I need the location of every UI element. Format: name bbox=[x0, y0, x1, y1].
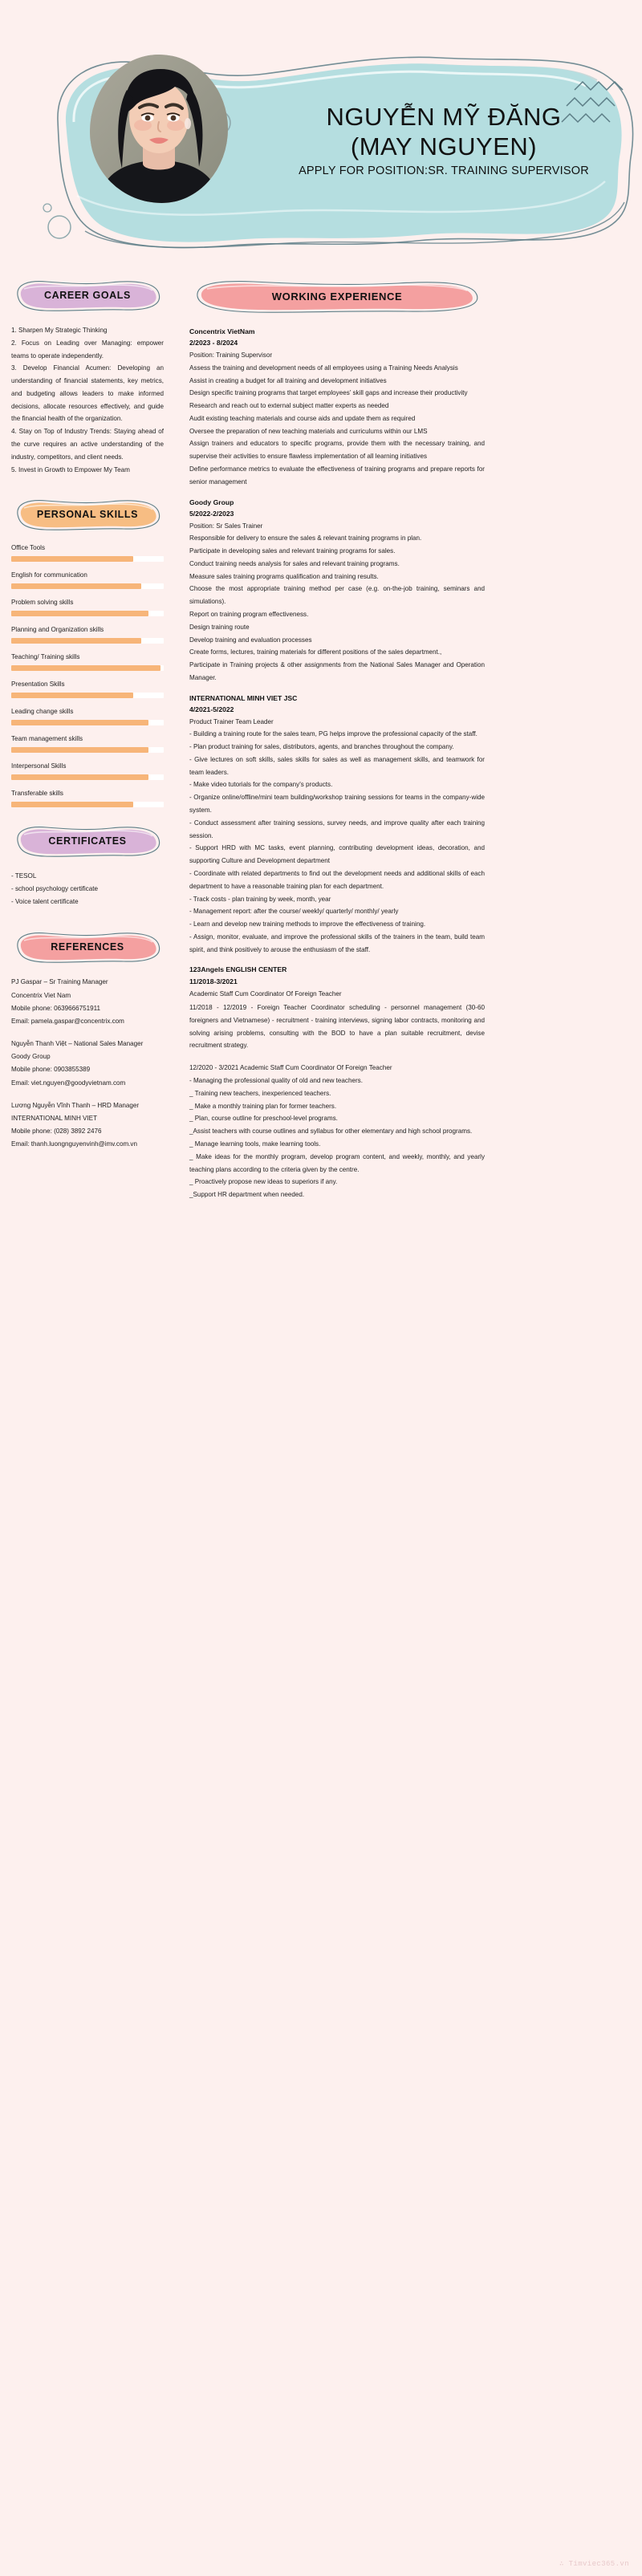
career-goal-item: 2. Focus on Leading over Managing: empower teams to operate independently. bbox=[11, 339, 164, 360]
career-goal-item: 1. Sharpen My Strategic Thinking bbox=[11, 327, 108, 334]
job-bullet: - Track costs - plan training by week, month, year bbox=[189, 895, 331, 903]
banner-career-goals bbox=[11, 278, 164, 313]
skill-label: Team management skills bbox=[11, 734, 83, 742]
banner-personal-skills bbox=[11, 497, 164, 532]
banner-working-experience bbox=[189, 278, 485, 315]
job-bullet: - Management report: after the course/ weekly/ quarterly/ monthly/ yearly bbox=[189, 908, 399, 916]
skill-row bbox=[11, 625, 164, 644]
job-bullet: _ Make a monthly training plan for former teachers. bbox=[189, 1102, 337, 1110]
banner-label: WORKING EXPERIENCE bbox=[271, 290, 403, 303]
job-position: Position: Training Supervisor bbox=[189, 351, 273, 360]
skill-row bbox=[11, 680, 164, 698]
header-text-block bbox=[255, 103, 632, 177]
skill-bar-fill bbox=[11, 611, 148, 616]
job-bullet: Create forms, lectures, training materials for different positions of the sales department., bbox=[189, 648, 442, 656]
candidate-name-line-1: NGUYỄN MỸ ĐĂNG bbox=[326, 103, 562, 131]
job-bullet: Define performance metrics to evaluate the effectiveness of training programs and prepare reports for senior management bbox=[189, 465, 485, 486]
job-bullet: Audit existing teaching materials and course aids and update them as required bbox=[189, 414, 416, 422]
job-bullet: Assist in creating a budget for all training and development initiatives bbox=[189, 376, 387, 384]
reference-name: Lương Nguyễn Vĩnh Thanh – HRD Manager bbox=[11, 1101, 140, 1109]
job-bullet: Design training route bbox=[189, 623, 250, 631]
job-dates: 2/2023 - 8/2024 bbox=[189, 339, 238, 347]
skill-row bbox=[11, 762, 164, 780]
job-company: INTERNATIONAL MINH VIET JSC bbox=[189, 693, 298, 702]
job-bullet: _ Plan, course outline for preschool-level programs. bbox=[189, 1115, 338, 1123]
certificate-item: - Voice talent certificate bbox=[11, 898, 79, 906]
banner-certificates bbox=[11, 823, 164, 859]
skill-row bbox=[11, 571, 164, 589]
job-bullet: Assign trainers and educators to specific programs, provide them with the necessary training, and supervise their activities to ensure flawless implementation of all learning initiatives bbox=[189, 440, 485, 461]
job-bullet: Oversee the preparation of new teaching materials and curriculums within our LMS bbox=[189, 427, 428, 435]
career-goal-item: 5. Invest in Growth to Empower My Team bbox=[11, 465, 130, 473]
avatar bbox=[90, 55, 228, 203]
job-bullet: Conduct training needs analysis for sales and relevant training programs. bbox=[189, 559, 400, 567]
skill-bar-track bbox=[11, 802, 164, 807]
apply-position-line: APPLY FOR POSITION:SR. TRAINING SUPERVISOR bbox=[299, 165, 589, 178]
job-entry bbox=[189, 326, 485, 489]
job-dates: 5/2022-2/2023 bbox=[189, 509, 234, 518]
skill-row bbox=[11, 652, 164, 671]
skill-bar-track bbox=[11, 693, 164, 698]
skill-bar-fill bbox=[11, 802, 133, 807]
reference-email: Email: thanh.luongnguyenvinh@imv.com.vn bbox=[11, 1140, 137, 1148]
career-goals-list bbox=[11, 324, 164, 476]
cv-header bbox=[0, 0, 642, 265]
banner-label: CERTIFICATES bbox=[48, 835, 127, 847]
job-bullet: - Plan product training for sales, distributors, agents, and branches throughout the company. bbox=[189, 743, 454, 751]
reference-phone: Mobile phone: 0639666751911 bbox=[11, 1004, 101, 1012]
job-bullet: _ Training new teachers, inexperienced teachers. bbox=[189, 1089, 331, 1097]
career-goal-item: 4. Stay on Top of Industry Trends: Staying ahead of the curve requires an active understanding of the industry, competitors, and client needs. bbox=[11, 428, 164, 461]
left-column bbox=[11, 265, 164, 1161]
job-entry bbox=[189, 693, 485, 957]
skill-label: Planning and Organization skills bbox=[11, 626, 104, 634]
skill-bar-fill bbox=[11, 720, 148, 725]
skill-row bbox=[11, 789, 164, 807]
certificate-item: - TESOL bbox=[11, 872, 37, 880]
job-bullet: Design specific training programs that target employees’ skill gaps and increase their productivity bbox=[189, 389, 468, 397]
job-bullet: - Assign, monitor, evaluate, and improve the professional skills of the trainers in the team, build team spirit, and think positively to arouse the enthusiasm of the staff. bbox=[189, 932, 485, 953]
job-bullet: Participate in developing sales and relevant training programs for sales. bbox=[189, 547, 396, 555]
skill-bar-track bbox=[11, 774, 164, 780]
reference-email: Email: viet.nguyen@goodyvietnam.com bbox=[11, 1079, 126, 1087]
job-position: Product Trainer Team Leader bbox=[189, 717, 274, 725]
skill-row bbox=[11, 543, 164, 562]
skill-label: English for communication bbox=[11, 571, 87, 579]
skill-bar-track bbox=[11, 556, 164, 562]
job-bullet: Choose the most appropriate training method per case (e.g. on-the-job training, seminars and simulations). bbox=[189, 585, 485, 606]
personal-skills-list bbox=[11, 543, 164, 807]
job-bullet: _ Proactively propose new ideas to superiors if any. bbox=[189, 1178, 338, 1186]
job-bullet: - Learn and develop new training methods to improve the effectiveness of training. bbox=[189, 920, 426, 928]
profile-photo-illustration bbox=[90, 55, 228, 203]
certificate-item: - school psychology certificate bbox=[11, 884, 98, 892]
job-bullet: Research and reach out to external subject matter experts as needed bbox=[189, 402, 389, 410]
skill-row bbox=[11, 707, 164, 725]
reference-entry bbox=[11, 976, 164, 1028]
job-dates: 11/2018-3/2021 bbox=[189, 977, 238, 985]
skill-bar-fill bbox=[11, 583, 141, 589]
skill-label: Teaching/ Training skills bbox=[11, 653, 80, 661]
skill-bar-track bbox=[11, 583, 164, 589]
reference-company: INTERNATIONAL MINH VIET bbox=[11, 1115, 98, 1122]
reference-company: Concentrix Viet Nam bbox=[11, 991, 71, 999]
certificates-list bbox=[11, 870, 164, 909]
job-bullet: - Conduct assessment after training sessions, survey needs, and improve quality after each training session. bbox=[189, 819, 485, 839]
skill-label: Leading change skills bbox=[11, 708, 74, 715]
banner-label: CAREER GOALS bbox=[44, 290, 131, 301]
skill-bar-fill bbox=[11, 638, 141, 644]
skill-row bbox=[11, 734, 164, 753]
job-bullet: Participate in Training projects & other assignments from the National Sales Manager and Operation Manager. bbox=[189, 661, 485, 681]
skill-label: Transferable skills bbox=[11, 789, 63, 797]
skill-bar-track bbox=[11, 747, 164, 753]
job-bullet: - Make video tutorials for the company's products. bbox=[189, 781, 333, 789]
job-bullet: _ Manage learning tools, make learning tools. bbox=[189, 1140, 321, 1148]
job-dates: 4/2021-5/2022 bbox=[189, 705, 234, 713]
banner-label: PERSONAL SKILLS bbox=[36, 509, 139, 521]
career-goal-item: 3. Develop Financial Acumen: Developing an understanding of financial statements, key metrics, and budgeting allows leaders to make informed decisions, allocate resources effectively, and guide the financial health of the organization. bbox=[11, 364, 164, 423]
skill-bar-track bbox=[11, 638, 164, 644]
job-bullet: Report on training program effectiveness. bbox=[189, 610, 309, 618]
references-list bbox=[11, 976, 164, 1151]
job-position: Position: Sr Sales Trainer bbox=[189, 522, 263, 530]
candidate-name-line-2: (MAY NGUYEN) bbox=[350, 132, 538, 160]
skill-bar-fill bbox=[11, 556, 133, 562]
job-company: 123Angels ENGLISH CENTER bbox=[189, 965, 287, 974]
job-bullet: - Building a training route for the sales team, PG helps improve the professional capacity of the staff. bbox=[189, 730, 477, 738]
job-bullet: - Organize online/offline/mini team building/workshop training sessions for teams in the company-wide system. bbox=[189, 794, 485, 815]
skill-label: Problem solving skills bbox=[11, 599, 74, 607]
job-bullet: 12/2020 - 3/2021 Academic Staff Cum Coordinator Of Foreign Teacher bbox=[189, 1064, 392, 1072]
job-entry bbox=[189, 497, 485, 685]
reference-entry bbox=[11, 1038, 164, 1090]
job-bullet: - Managing the professional quality of old and new teachers. bbox=[189, 1077, 363, 1085]
skill-bar-fill bbox=[11, 774, 148, 780]
skill-row bbox=[11, 598, 164, 616]
job-bullet: 11/2018 - 12/2019 - Foreign Teacher Coordinator scheduling - personnel management (30-60 foreigners and Vietnamese) - recruitment - training interviews, signing labor contracts, monitoring and solving arising problems, consulting with the BOD to have a plan suitable recruitment, devise recruitment strategy. bbox=[189, 1004, 485, 1050]
skill-bar-fill bbox=[11, 693, 133, 698]
job-bullet: _Support HR department when needed. bbox=[189, 1191, 305, 1199]
skill-label: Presentation Skills bbox=[11, 681, 65, 689]
job-bullet: _ Make ideas for the monthly program, develop program content, and weekly, monthly, and yearly teaching plans according to the criteria given by the centre. bbox=[189, 1152, 485, 1173]
banner-label: REFERENCES bbox=[51, 941, 124, 953]
reference-phone: Mobile phone: (028) 3892 2476 bbox=[11, 1128, 102, 1136]
site-watermark: ∴ Timviec365.vn bbox=[559, 2560, 629, 2568]
job-company: Goody Group bbox=[189, 498, 234, 506]
job-bullet: - Support HRD with MC tasks, event planning, contributing development ideas, decoration, and supporting Culture and Development department bbox=[189, 844, 485, 865]
skill-bar-track bbox=[11, 611, 164, 616]
job-bullet: Develop training and evaluation processes bbox=[189, 636, 312, 644]
reference-name: Nguyễn Thanh Việt – National Sales Manager bbox=[11, 1040, 144, 1048]
skill-bar-fill bbox=[11, 665, 160, 671]
reference-email: Email: pamela.gaspar@concentrix.com bbox=[11, 1017, 124, 1025]
job-company: Concentrix VietNam bbox=[189, 327, 255, 335]
job-bullet: - Give lectures on soft skills, sales skills for sales as well as management skills, and teamwork for team leaders. bbox=[189, 755, 485, 776]
skill-bar-track bbox=[11, 665, 164, 671]
job-bullet: Measure sales training programs qualification and training results. bbox=[189, 572, 379, 580]
job-bullet: _Assist teachers with course outlines and syllabus for other elementary and high school programs. bbox=[189, 1128, 473, 1136]
reference-phone: Mobile phone: 0903855389 bbox=[11, 1066, 91, 1074]
cv-content bbox=[0, 265, 642, 1209]
skill-bar-track bbox=[11, 720, 164, 725]
skill-bar-fill bbox=[11, 747, 148, 753]
reference-entry bbox=[11, 1099, 164, 1152]
reference-name: PJ Gaspar – Sr Training Manager bbox=[11, 978, 108, 986]
job-entry bbox=[189, 964, 485, 1201]
job-bullet: - Coordinate with related departments to find out the development needs and additional skills of each department to have a reasonable training plan for each department. bbox=[189, 869, 485, 890]
job-bullet: Responsible for delivery to ensure the sales & relevant training programs in plan. bbox=[189, 534, 422, 542]
banner-references bbox=[11, 929, 164, 965]
job-bullet: Assess the training and development needs of all employees using a Training Needs Analysis bbox=[189, 364, 458, 372]
skill-label: Office Tools bbox=[11, 544, 45, 552]
job-position: Academic Staff Cum Coordinator Of Foreign Teacher bbox=[189, 989, 342, 997]
reference-company: Goody Group bbox=[11, 1053, 51, 1061]
skill-label: Interpersonal Skills bbox=[11, 762, 67, 770]
right-column bbox=[189, 265, 485, 1209]
